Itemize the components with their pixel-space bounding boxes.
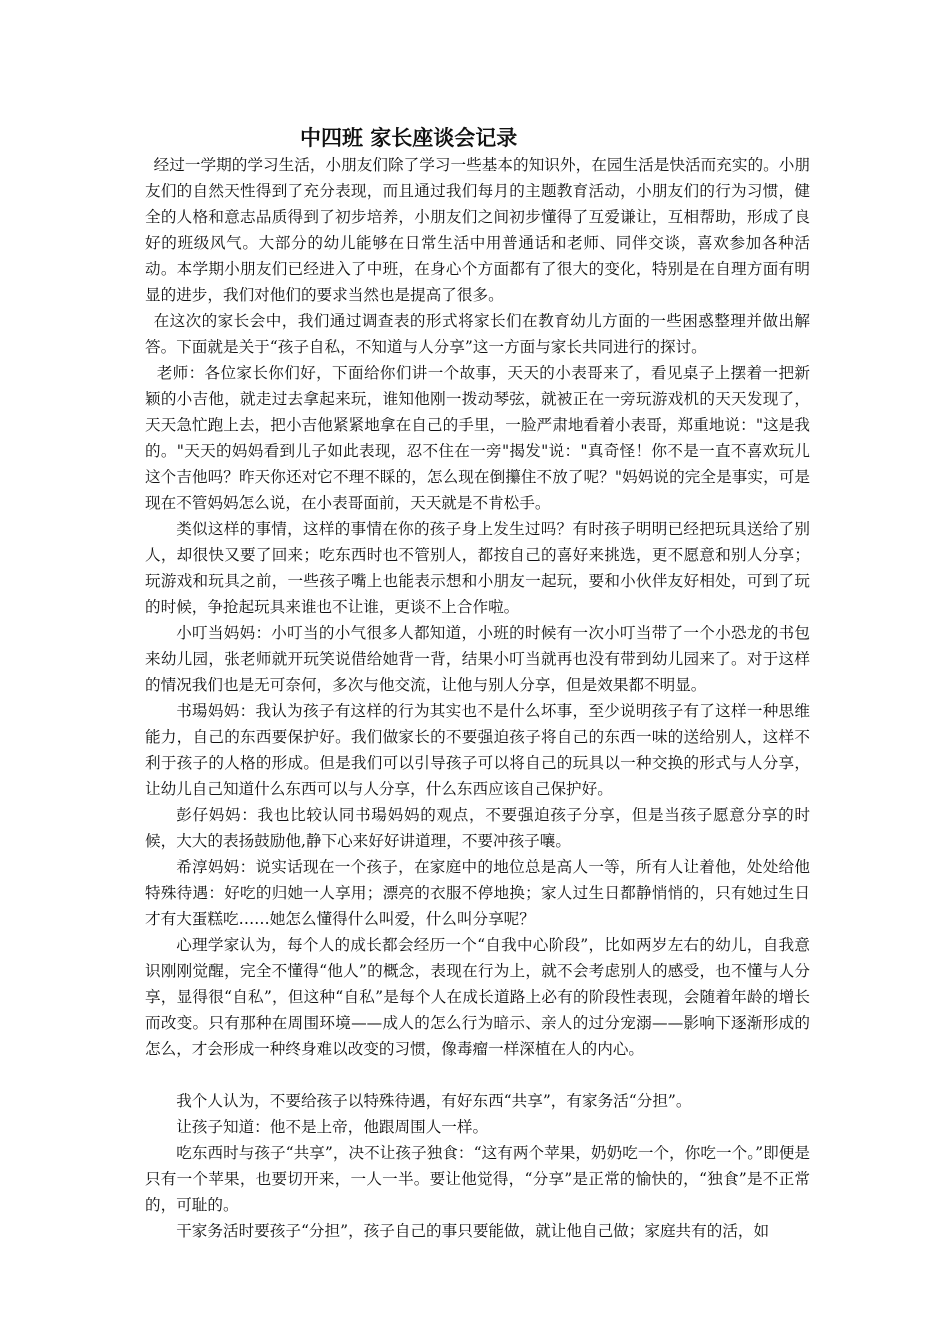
paragraph: 干家务活时要孩子“分担”，孩子自己的事只要能做，就让他自己做；家庭共有的活，如 <box>176 1222 770 1240</box>
paragraph: 我个人认为，不要给孩子以特殊待遇，有好东西“共享”，有家务活“分担”。 <box>176 1092 692 1110</box>
paragraph: 小叮当妈妈：小叮当的小气很多人都知道，小班的时候有一次小叮当带了一个小恐龙的书包来幼儿园，张老师就开玩笑说借给她背一背，结果小叮当就再也没有带到幼儿园来了。对于这样的情况我们也是无可奈何，多次与他交流，让他与别人分享，但是效果都不明显。 <box>145 624 810 694</box>
document-title: 中四班 家长座谈会记录 <box>300 125 518 150</box>
paragraph: 彭仔妈妈：我也比较认同书瑒妈妈的观点，不要强迫孩子分享，但是当孩子愿意分享的时候，大大的表扬鼓励他,静下心来好好讲道理，不要冲孩子嚷。 <box>145 806 810 850</box>
paragraph: 希淳妈妈：说实话现在一个孩子，在家庭中的地位总是高人一等，所有人让着他，处处给他特殊待遇：好吃的归她一人享用；漂亮的衣服不停地换；家人过生日都静悄悄的，只有她过生日才有大蛋糕吃……她怎么懂得什么叫爱，什么叫分享呢？ <box>145 858 810 928</box>
paragraph: 老师：各位家长你们好，下面给你们讲一个故事，天天的小表哥来了，看见桌子上摆着一把新颖的小吉他，就走过去拿起来玩，谁知他刚一拨动琴弦，就被正在一旁玩游戏机的天天发现了，天天急忙跑上去，把小吉他紧紧地拿在自己的手里，一脸严肃地看着小表哥，郑重地说："这是我的。"天天的妈妈看到儿子如此表现，忍不住在一旁"揭发"说："真奇怪！你不是一直不喜欢玩儿这个吉他吗？昨天你还对它不理不睬的，怎么现在倒攥住不放了呢？"妈妈说的完全是事实，可是现在不管妈妈怎么说，在小表哥面前，天天就是不肯松手。 <box>145 364 810 512</box>
paragraph: 在这次的家长会中，我们通过调查表的形式将家长们在教育幼儿方面的一些困惑整理并做出解答。下面就是关于“孩子自私，不知道与人分享”这一方面与家长共同进行的探讨。 <box>145 312 810 356</box>
paragraph: 书瑒妈妈：我认为孩子有这样的行为其实也不是什么坏事，至少说明孩子有了这样一种思维能力，自己的东西要保护好。我们做家长的不要强迫孩子将自己的东西一味的送给别人，这样不利于孩子的人格的形成。但是我们可以引导孩子可以将自己的玩具以一种交换的形式与人分享，让幼儿自己知道什么东西可以与人分享，什么东西应该自己保护好。 <box>145 702 810 798</box>
paragraph: 经过一学期的学习生活，小朋友们除了学习一些基本的知识外，在园生活是快活而充实的。小朋友们的自然天性得到了充分表现，而且通过我们每月的主题教育活动，小朋友们的行为习惯，健全的人格和意志品质得到了初步培养，小朋友们之间初步懂得了互爱谦让，互相帮助，形成了良好的班级风气。大部分的幼儿能够在日常生活中用普通话和老师、同伴交谈，喜欢参加各种活动。本学期小朋友们已经进入了中班，在身心个方面都有了很大的变化，特别是在自理方面有明显的进步，我们对他们的要求当然也是提高了很多。 <box>145 156 810 304</box>
paragraph: 吃东西时与孩子“共享”，决不让孩子独食：“这有两个苹果，奶奶吃一个，你吃一个。”即便是只有一个苹果，也要切开来，一人一半。要让他觉得，“分享”是正常的愉快的，“独食”是不正常的，可耻的。 <box>145 1144 810 1214</box>
paragraph: 心理学家认为，每个人的成长都会经历一个“自我中心阶段”，比如两岁左右的幼儿，自我意识刚刚觉醒，完全不懂得“他人”的概念，表现在行为上，就不会考虑别人的感受，也不懂与人分享，显得很“自私”，但这种“自私”是每个人在成长道路上必有的阶段性表现，会随着年龄的增长而改变。只有那种在周围环境——成人的怎么行为暗示、亲人的过分宠溺——影响下逐渐形成的怎么，才会形成一种终身难以改变的习惯，像毒瘤一样深植在人的内心。 <box>145 936 810 1058</box>
document-body <box>145 152 810 1244</box>
paragraph: 类似这样的事情，这样的事情在你的孩子身上发生过吗？有时孩子明明已经把玩具送给了别人，却很快又要了回来；吃东西时也不管别人，都按自己的喜好来挑选，更不愿意和别人分享；玩游戏和玩具之前，一些孩子嘴上也能表示想和小朋友一起玩，要和小伙伴友好相处，可到了玩的时候，争抢起玩具来谁也不让谁，更谈不上合作啦。 <box>145 520 810 616</box>
paragraph: 让孩子知道：他不是上帝，他跟周围人一样。 <box>176 1118 489 1136</box>
